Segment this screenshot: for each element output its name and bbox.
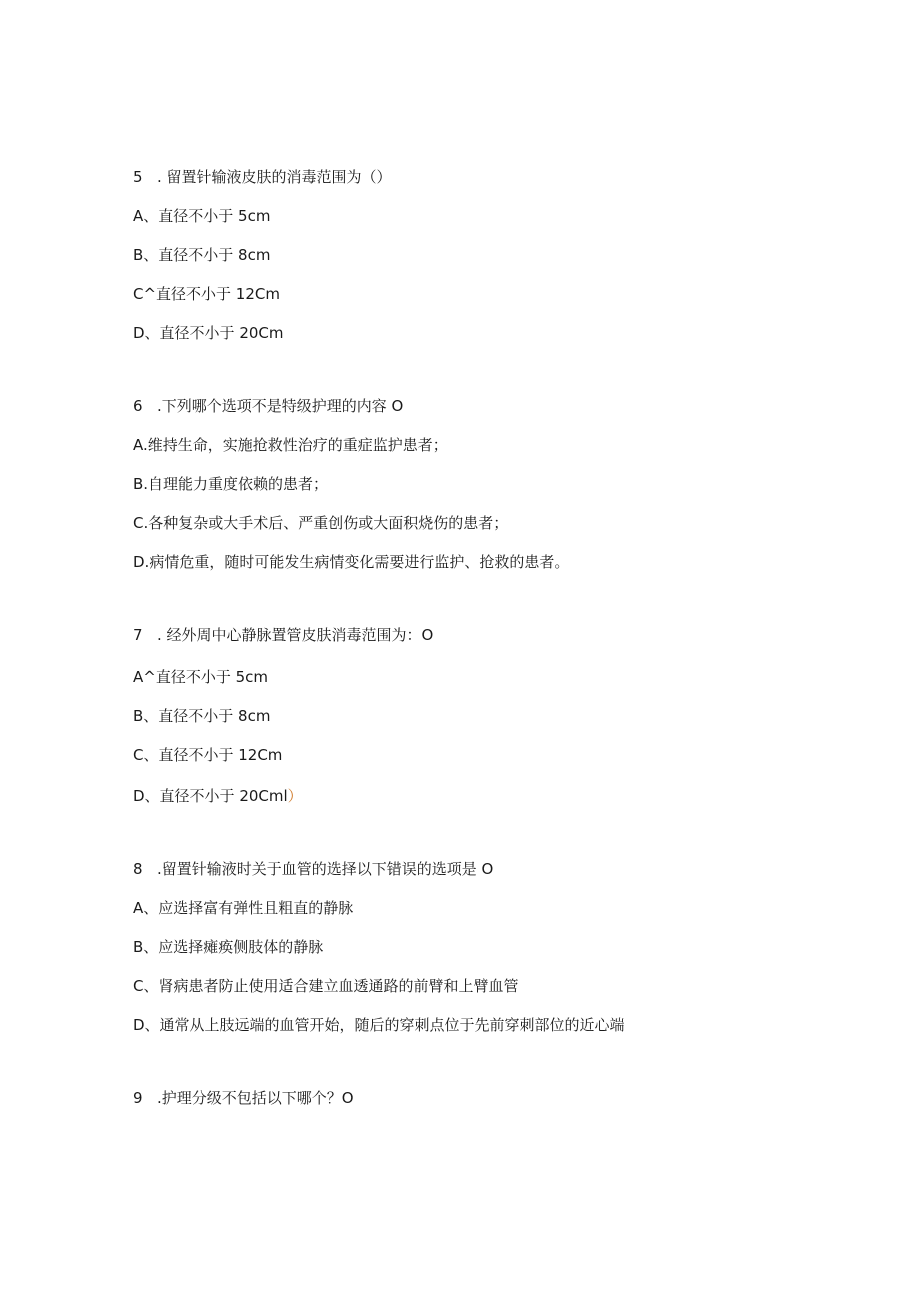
question-number: 7 (133, 626, 143, 644)
question-8-option-d: D、通常从上肢远端的血管开始，随后的穿刺点位于先前穿刺部位的近心端 (133, 1016, 625, 1034)
question-number: 5 (133, 168, 143, 186)
question-text: .下列哪个选项不是特级护理的内容 O (157, 397, 404, 415)
question-5-option-a: A、直径不小于 5cm (133, 207, 271, 225)
question-6-option-c: C.各种复杂或大手术后、严重创伤或大面积烧伤的患者； (133, 514, 509, 532)
question-8-stem (133, 859, 493, 879)
question-6-stem (133, 396, 403, 416)
question-text: .留置针输液时关于血管的选择以下错误的选项是 O (157, 860, 494, 878)
question-number: 8 (133, 860, 143, 878)
question-5-option-c: C^直径不小于 12Cm (133, 285, 280, 303)
closing-paren: ） (287, 787, 303, 805)
option-text: D、直径不小于 20Cml (133, 787, 288, 805)
question-5-option-d: D、直径不小于 20Cm (133, 324, 284, 342)
question-6-option-a: A.维持生命，实施抢救性治疗的重症监护患者； (133, 436, 448, 454)
question-text: . 留置针输液皮肤的消毒范围为（） (157, 168, 392, 186)
question-7-option-c: C、直径不小于 12Cm (133, 746, 283, 764)
question-6-option-b: B.自理能力重度依赖的患者； (133, 475, 329, 493)
question-6-option-d: D.病情危重，随时可能发生病情变化需要进行监护、抢救的患者。 (133, 553, 570, 571)
question-text: .护理分级不包括以下哪个？O (157, 1089, 354, 1107)
question-8-option-b: B、应选择瘫痪侧肢体的静脉 (133, 938, 324, 956)
question-text: . 经外周中心静脉置管皮肤消毒范围为：O (157, 626, 434, 644)
question-5-option-b: B、直径不小于 8cm (133, 246, 271, 264)
question-7-option-d (133, 786, 303, 806)
question-9-stem (133, 1088, 354, 1108)
question-number: 9 (133, 1089, 143, 1107)
question-7-option-b: B、直径不小于 8cm (133, 707, 271, 725)
question-number: 6 (133, 397, 143, 415)
question-8-option-c: C、肾病患者防止使用适合建立血透通路的前臂和上臂血管 (133, 977, 519, 995)
question-7-option-a: A^直径不小于 5cm (133, 668, 269, 686)
question-5-stem (133, 167, 392, 187)
question-7-stem (133, 625, 433, 645)
question-8-option-a: A、应选择富有弹性且粗直的静脉 (133, 899, 354, 917)
